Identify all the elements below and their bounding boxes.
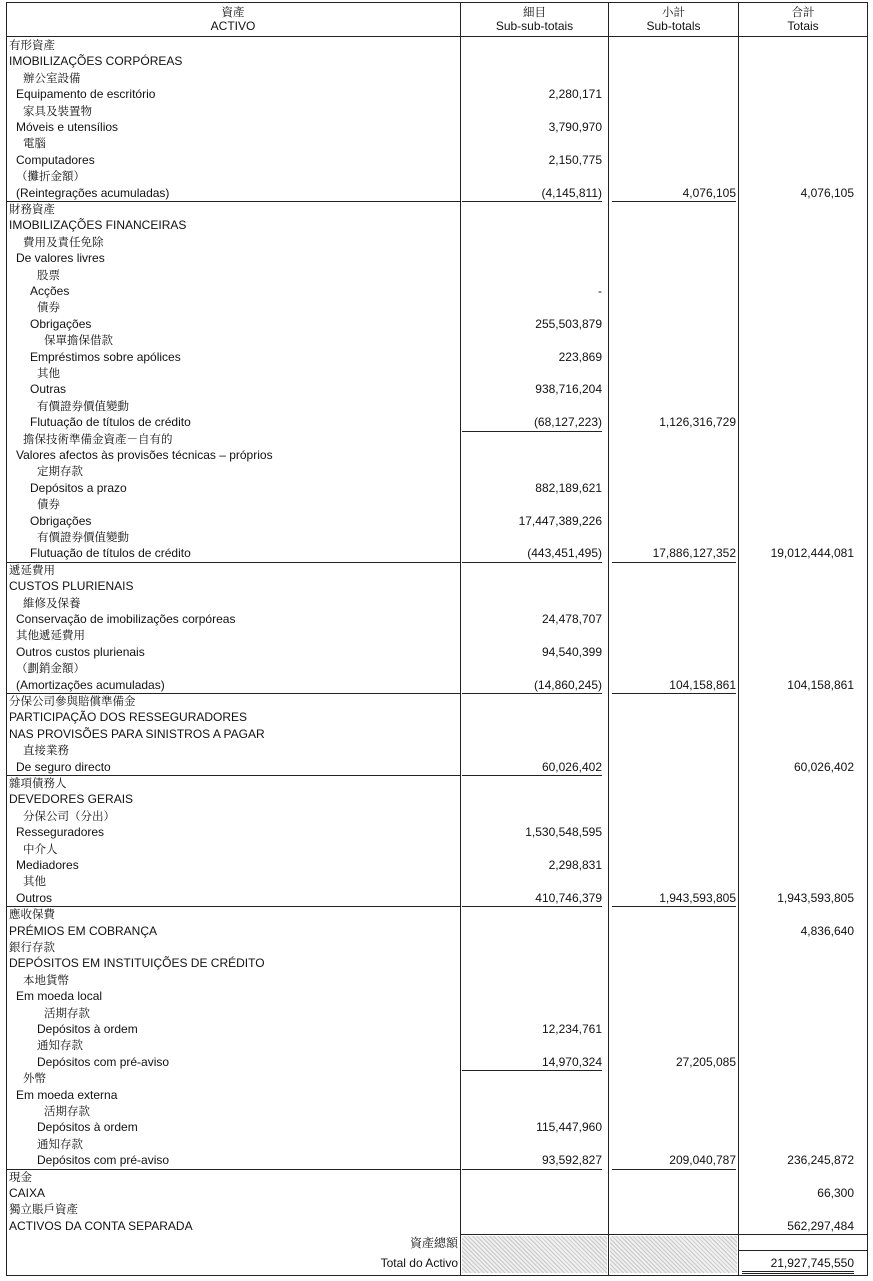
row-label: Flutuação de títulos de crédito [30,546,191,561]
sub-total-value: 17,886,127,352 [612,545,736,562]
section-rule [6,906,460,907]
row-label: 通知存款 [37,1038,83,1053]
table-row [6,562,868,578]
sub-sub-total-value: 24,478,707 [541,612,602,626]
row-label: IMOBILIZAÇÕES CORPÓREAS [9,54,183,69]
row-label: 財務資產 [9,202,55,216]
header-col2-pt: Sub-totals [646,19,701,33]
row-label: 應收保費 [9,907,55,922]
table-row [6,217,868,233]
table-row [6,1185,868,1201]
table-row [6,824,868,840]
table-row [6,381,868,397]
sub-sub-total-value: 60,026,402 [462,759,602,776]
row-label: Em moeda externa [16,1087,118,1102]
table-row [6,644,868,660]
table-row [6,1169,868,1185]
table-row [6,775,868,791]
header-sub-sub-totals [461,5,608,35]
table-row [6,332,868,348]
table-row [6,1021,868,1037]
sub-sub-total-value: (14,860,245) [462,677,602,694]
header-sub-totals [609,5,738,35]
sub-total-value: 1,943,593,805 [612,890,736,907]
table-row [6,873,868,889]
row-label: NAS PROVISÕES PARA SINISTROS A PAGAR [9,726,265,741]
row-label: 有形資產 [9,38,55,52]
row-label: Depósitos com pré-aviso [37,1054,170,1069]
section-rule [6,562,460,563]
sub-sub-total-value: (4,145,811) [462,185,602,202]
row-label: Outros custos plurienais [16,644,145,659]
table-row [6,431,868,447]
sub-sub-total-value: (443,451,495) [462,545,602,562]
total-label-pt: Total do Activo [380,1256,458,1270]
row-label: 家具及裝置物 [23,103,92,118]
table-row [6,1037,868,1053]
row-label: Em moeda local [16,989,103,1004]
row-label: 獨立賬戶資產 [9,1202,78,1217]
table-row [6,988,868,1004]
row-label: 中介人 [23,841,58,856]
section-rule [6,775,460,776]
row-label: 電腦 [23,136,46,151]
table-row [6,316,868,332]
table-row [6,627,868,643]
row-label: Mediadores [16,858,79,872]
row-label: 雜項債務人 [9,776,67,790]
table-row [6,86,868,102]
total-value: 104,158,861 [787,677,854,692]
table-row [6,119,868,135]
row-label: （劃銷金額） [16,661,85,676]
header-col1-zh: 細目 [523,5,546,19]
table-row [6,513,868,529]
row-label: 直接業務 [23,743,69,758]
row-label: DEVEDORES GERAIS [9,792,134,807]
row-label: 其他遞延費用 [16,628,85,643]
table-row [6,37,868,53]
row-label: Flutuação de títulos de crédito [30,415,191,430]
table-row [6,742,868,758]
sub-sub-total-value: 14,970,324 [462,1054,602,1071]
table-row [6,759,868,775]
row-label: 通知存款 [37,1136,83,1151]
table-row [6,808,868,824]
sub-sub-total-value: 1,530,548,595 [525,825,602,840]
total-underline [738,1250,868,1251]
row-label: Depósitos com pré-aviso [37,1153,170,1168]
table-row [6,299,868,315]
total-shade-col1 [462,1236,607,1273]
sub-total-value: 1,126,316,729 [659,415,736,430]
row-label: Depósitos à ordem [37,1120,138,1135]
row-label: 活期存款 [44,1104,90,1118]
row-label: Resseguradores [16,825,105,840]
section-rule [6,201,460,202]
table-row [6,414,868,430]
row-label: Móveis e utensílios [16,120,119,134]
total-value: 562,297,484 [787,1218,854,1233]
row-label: Obrigações [30,513,92,528]
header-label-zh: 資產 [221,5,245,19]
sub-sub-total-value: - [598,284,602,298]
table-row [6,398,868,414]
sub-sub-total-value: 2,150,775 [548,152,602,167]
row-label: 保單擔保借款 [44,333,113,348]
table-row [6,1136,868,1152]
table-row [6,447,868,463]
row-label: 股票 [37,267,60,282]
row-label: 擔保技術準備金資產－自有的 [23,431,173,446]
header-col3-pt: Totais [787,19,819,33]
header-label-pt: ACTIVO [210,19,256,33]
table-row [6,709,868,725]
sub-sub-total-value: 93,592,827 [462,1152,602,1169]
total-value: 21,927,745,550 [742,1255,854,1274]
row-label: 遞延費用 [9,562,55,577]
row-label: (Reintegrações acumuladas) [16,185,170,200]
sub-total-value: 104,158,861 [612,677,736,694]
table-row [6,1070,868,1086]
sub-sub-total-value: 3,790,970 [548,120,602,134]
row-label: Empréstimos sobre apólices [30,349,181,364]
row-label: 本地貨幣 [23,972,69,987]
total-rule [460,1234,868,1235]
table-row [6,201,868,217]
table-row [6,1152,868,1168]
row-label: （攤折金額） [16,169,85,184]
sub-sub-total-value: (68,127,223) [462,414,602,431]
table-row [6,103,868,119]
row-label: CUSTOS PLURIENAIS [9,579,134,594]
row-label: Acções [30,284,70,298]
table-row [6,1087,868,1103]
sub-sub-total-value: 94,540,399 [541,644,602,659]
sub-total-value: 4,076,105 [612,185,736,202]
row-label: DEPÓSITOS EM INSTITUIÇÕES DE CRÉDITO [9,956,265,971]
header-totals [739,5,867,35]
row-label: 債券 [37,497,60,512]
table-row [6,906,868,922]
table-row [6,135,868,151]
sub-sub-total-value: 2,298,831 [548,858,602,872]
total-shade-col2 [610,1236,737,1273]
row-label: 活期存款 [44,1005,90,1020]
sub-sub-total-value: 938,716,204 [535,382,602,397]
table-row [6,923,868,939]
row-label: De seguro directo [16,759,111,774]
row-label: Obrigações [30,316,92,331]
row-label: 辦公室設備 [23,70,81,85]
table-row [6,972,868,988]
table-row [6,70,868,86]
table-row [6,595,868,611]
table-row [6,53,868,69]
total-value: 19,012,444,081 [770,546,854,561]
table-row [6,677,868,693]
total-label-zh: 資產總額 [409,1236,458,1250]
table-row [6,611,868,627]
row-label: Outros [16,890,53,905]
sub-sub-total-value: 223,869 [558,349,602,364]
table-row [6,890,868,906]
row-label: PRÉMIOS EM COBRANÇA [9,923,158,938]
row-label: IMOBILIZAÇÕES FINANCEIRAS [9,218,187,233]
sub-total-value: 209,040,787 [612,1152,736,1169]
row-label: Computadores [16,152,95,167]
table-row [6,955,868,971]
total-value: 4,836,640 [800,923,854,938]
sub-sub-total-value: 255,503,879 [535,316,602,331]
table-row [6,283,868,299]
total-value: 236,245,872 [787,1153,854,1168]
row-label: De valores livres [16,251,105,266]
sub-sub-total-value: 17,447,389,226 [518,513,602,528]
sub-sub-total-value: 115,447,960 [536,1120,602,1135]
sub-sub-total-value: 2,280,171 [548,87,602,102]
table-row [6,545,868,561]
table-row [6,365,868,381]
table-row [6,529,868,545]
sub-total-value: 27,205,085 [675,1054,736,1069]
sub-sub-total-value: 12,234,761 [541,1022,602,1036]
row-label: Depósitos à ordem [37,1022,138,1036]
table-row [6,152,868,168]
total-value: 1,943,593,805 [777,890,854,905]
row-label: 其他 [37,366,60,380]
table-row [6,463,868,479]
header-col1-pt: Sub-sub-totais [495,19,574,33]
row-label: 分保公司參與賠償準備金 [9,694,136,708]
table-row [6,726,868,742]
row-label: 有價證券價值變動 [37,530,129,544]
row-label: 現金 [9,1169,32,1184]
row-label: 外幣 [23,1071,46,1086]
table-row [6,168,868,184]
header-col3-zh: 合計 [791,5,815,19]
sub-sub-total-value: 882,189,621 [535,480,602,495]
table-row [6,480,868,496]
row-label: Equipamento de escritório [16,87,156,102]
table-row [6,791,868,807]
table-row [6,1218,868,1234]
table-row [6,1119,868,1135]
header-col2-zh: 小計 [662,5,685,19]
table-row [6,185,868,201]
row-label: 分保公司（分出） [23,808,115,823]
row-label: 銀行存款 [9,940,55,954]
row-label: ACTIVOS DA CONTA SEPARADA [9,1218,193,1233]
table-row [6,1201,868,1217]
total-value: 60,026,402 [793,759,854,774]
table-row [6,496,868,512]
section-rule [6,693,460,694]
table-row [6,939,868,955]
table-row [6,857,868,873]
total-value: 66,300 [817,1186,854,1200]
row-label: 費用及責任免除 [23,234,104,249]
row-label: Depósitos a prazo [30,480,127,495]
table-row [6,1054,868,1070]
row-label: 維修及保養 [23,595,81,610]
table-row [6,250,868,266]
total-value: 4,076,105 [800,185,854,200]
row-label: PARTICIPAÇÃO DOS RESSEGURADORES [9,710,248,725]
table-row [6,349,868,365]
row-label: Outras [30,382,67,397]
row-label: 債券 [37,300,60,315]
table-row [6,660,868,676]
sub-sub-total-value: 410,746,379 [462,890,602,907]
row-label: 有價證券價值變動 [37,398,129,413]
table-row [6,841,868,857]
table-row [6,1005,868,1021]
row-label: CAIXA [9,1186,46,1200]
row-label: Valores afectos às provisões técnicas – próprios [16,448,273,462]
table-row [6,234,868,250]
row-label: Conservação de imobilizações corpóreas [16,612,236,626]
balance-sheet-assets [6,2,868,1276]
row-label: (Amortizações acumuladas) [16,677,165,692]
table-row [6,1103,868,1119]
table-row [6,693,868,709]
header-label-column [6,5,460,35]
table-row [6,267,868,283]
row-label: 其他 [23,874,46,889]
section-rule [6,1169,460,1170]
table-row [6,578,868,594]
row-label: 定期存款 [37,464,83,479]
